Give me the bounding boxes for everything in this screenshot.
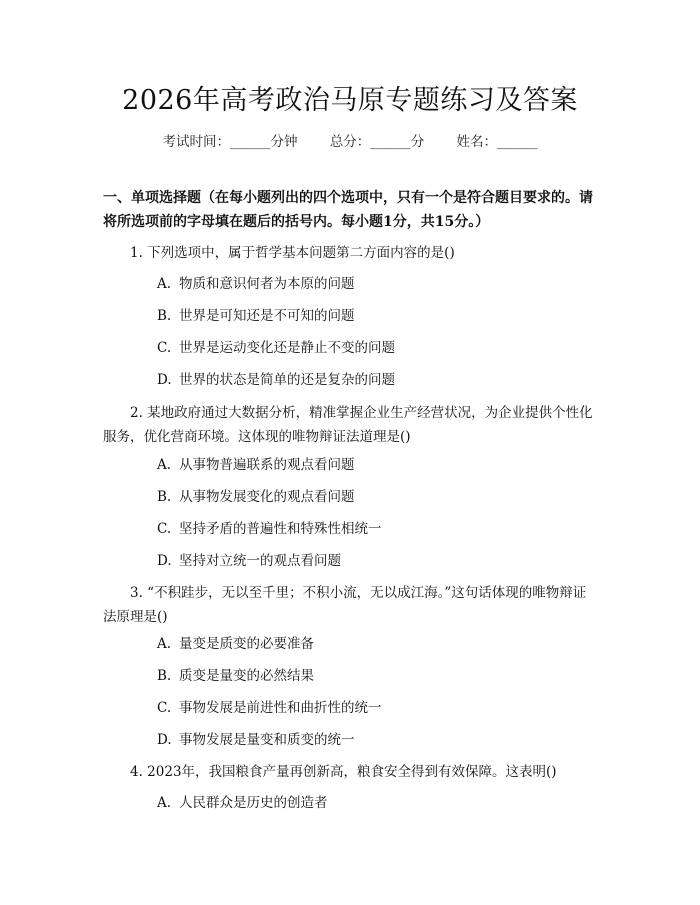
question-option xyxy=(157,551,597,571)
option-text: 物质和意识何者为本原的问题 xyxy=(179,276,355,292)
option-text: 坚持对立统一的观点看问题 xyxy=(179,553,341,569)
option-text: 人民群众是历史的创造者 xyxy=(179,795,328,811)
option-label: B. xyxy=(157,308,172,324)
exam-time-field: 考试时间：______分钟 xyxy=(162,134,298,150)
question-stem: 3. “不积跬步，无以至千里；不积小流，无以成江海。”这句话体现的唯物辩证法原理是() xyxy=(103,585,587,625)
student-name-field: 姓名：______ xyxy=(456,134,538,150)
question-option xyxy=(157,793,597,813)
question-option xyxy=(157,306,597,326)
question-option xyxy=(157,666,597,686)
option-label: D. xyxy=(157,732,172,748)
exam-meta xyxy=(0,130,700,150)
option-label: A. xyxy=(157,795,172,811)
option-text: 事物发展是量变和质变的统一 xyxy=(179,732,355,748)
question-option xyxy=(157,698,597,718)
option-text: 世界是运动变化还是静止不变的问题 xyxy=(179,340,395,356)
page-title: 2026年高考政治马原专题练习及答案 xyxy=(122,85,578,116)
option-text: 世界的状态是简单的还是复杂的问题 xyxy=(179,372,395,388)
total-score-field: 总分：______分 xyxy=(329,134,425,150)
question-stem: 1. 下列选项中，属于哲学基本问题第二方面内容的是() xyxy=(130,245,455,261)
option-label: C. xyxy=(157,700,172,716)
option-text: 事物发展是前进性和曲折性的统一 xyxy=(179,700,382,716)
option-label: D. xyxy=(157,372,172,388)
option-label: C. xyxy=(157,340,172,356)
question-option xyxy=(157,455,597,475)
question-stem: 2. 某地政府通过大数据分析，精准掌握企业生产经营状况，为企业提供个性化服务，优化营商环境。这体现的唯物辩证法道理是() xyxy=(103,405,593,445)
option-label: A. xyxy=(157,636,172,652)
option-label: D. xyxy=(157,553,172,569)
option-text: 从事物普遍联系的观点看问题 xyxy=(179,457,355,473)
option-text: 世界是可知还是不可知的问题 xyxy=(179,308,355,324)
question-option xyxy=(157,519,597,539)
question-stem: 4. 2023年，我国粮食产量再创新高，粮食安全得到有效保障。这表明() xyxy=(130,764,557,780)
option-text: 量变是质变的必要准备 xyxy=(179,636,314,652)
question-option xyxy=(157,634,597,654)
option-text: 从事物发展变化的观点看问题 xyxy=(179,489,355,505)
question-option xyxy=(157,730,597,750)
question-option xyxy=(157,487,597,507)
option-label: A. xyxy=(157,276,172,292)
question-option xyxy=(157,274,597,294)
option-label: B. xyxy=(157,489,172,505)
option-label: A. xyxy=(157,457,172,473)
question-option xyxy=(157,338,597,358)
section-heading: 一、单项选择题（在每小题列出的四个选项中，只有一个是符合题目要求的。请将所选项前的字母填在题后的括号内。每小题1分，共15分。） xyxy=(103,190,593,230)
option-text: 质变是量变的必然结果 xyxy=(179,668,314,684)
question-option xyxy=(157,370,597,390)
option-label: C. xyxy=(157,521,172,537)
option-text: 坚持矛盾的普遍性和特殊性相统一 xyxy=(179,521,382,537)
option-label: B. xyxy=(157,668,172,684)
